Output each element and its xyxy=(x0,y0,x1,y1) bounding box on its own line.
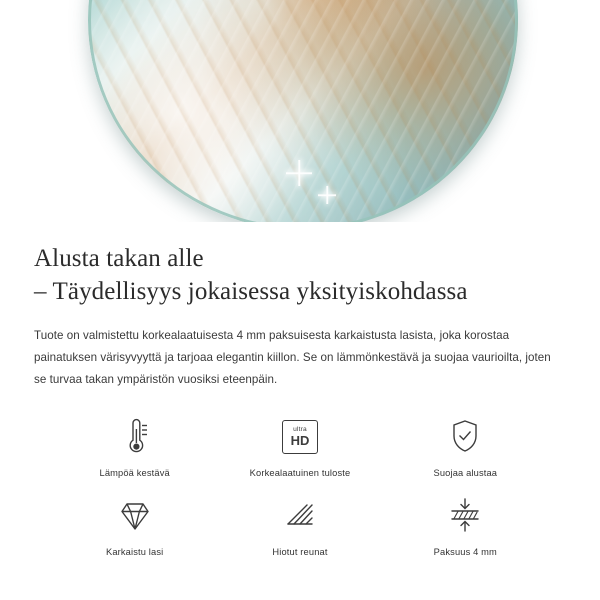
diamond-icon xyxy=(116,494,154,538)
polished-edges-icon xyxy=(281,494,319,538)
feature-item xyxy=(217,494,382,557)
content-block xyxy=(0,242,600,557)
badge-top-label: ultra xyxy=(293,425,307,433)
feature-item xyxy=(217,415,382,478)
feature-label: Paksuus 4 mm xyxy=(433,547,497,557)
thermometer-icon xyxy=(118,415,152,459)
feature-label: Korkealaatuinen tuloste xyxy=(249,468,351,478)
ultra-hd-badge-icon xyxy=(282,415,318,459)
feature-grid xyxy=(34,415,566,557)
page-title xyxy=(34,242,566,308)
description-paragraph: Tuote on valmistettu korkealaatuisesta 4 mm paksuisesta karkaistusta lasista, joka korostaa painatuksen värisyvyyttä ja tarjoaa elegantin kiillon. Se on lämmönkestävä ja suojaa vaurioilta, joten se turvaa takan ympäristön vuosiksi eteenpäin. xyxy=(34,329,551,386)
feature-label: Karkaistu lasi xyxy=(105,547,164,557)
headline-line-2: – Täydellisyys jokaisessa yksityiskohdassa xyxy=(34,278,468,305)
feature-item xyxy=(383,494,548,557)
badge-bottom-label: HD xyxy=(290,433,310,449)
feature-label: Hiotut reunat xyxy=(272,547,328,557)
marble-glass-disc-image xyxy=(88,0,518,222)
feature-item xyxy=(52,415,217,478)
shield-check-icon xyxy=(448,415,482,459)
hero-image-area xyxy=(0,0,600,222)
feature-item xyxy=(52,494,217,557)
headline-line-1: Alusta takan alle xyxy=(34,245,204,272)
feature-item xyxy=(383,415,548,478)
thickness-arrows-icon xyxy=(446,494,484,538)
feature-label: Lämpöä kestävä xyxy=(99,468,170,478)
feature-label: Suojaa alustaa xyxy=(433,468,498,478)
